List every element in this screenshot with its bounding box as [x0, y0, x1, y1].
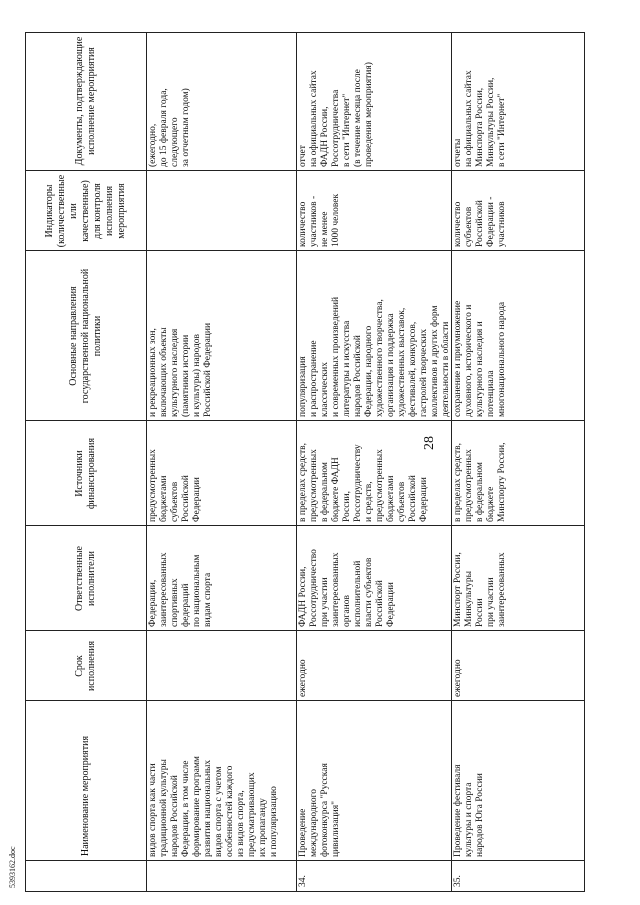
- row-number: [146, 861, 296, 891]
- row-documents: отчет на официальных сайтах ФАДН России, Россотрудничества в сети "Интернет" (в течение месяца после проведения мероприятия): [298, 62, 374, 167]
- header-executors: Ответственные исполнители: [74, 546, 97, 611]
- row-term: ежегодно: [298, 659, 308, 697]
- row-name: Проведение международного фотоконкурса "Русская цивилизация": [298, 763, 341, 857]
- header-term: Срок исполнения: [74, 640, 97, 692]
- row-documents: (ежегодно, до 15 февраля года, следующего за отчетным годом): [148, 88, 191, 167]
- row-name: Проведение фестиваля культуры и спорта народов Юга России: [453, 764, 485, 857]
- row-indicators: количество субъектов Российской Федерации - участников: [453, 196, 507, 247]
- row-number: 35.: [453, 875, 463, 887]
- row-indicators: количество участников - не менее 1000 человек: [298, 193, 341, 247]
- header-documents: Документы, подтверждающие исполнение мероприятия: [74, 36, 97, 166]
- row-indicators: [146, 171, 296, 251]
- row-term: ежегодно: [453, 659, 463, 697]
- events-table: [25, 32, 585, 892]
- row-directions: сохранение и приумножение духовного, исторического и культурного наследия и потенциала многонационального народа: [453, 300, 507, 417]
- page-number: 28: [422, 436, 437, 450]
- row-executors: ФАДН России, Россотрудничество при участии заинтересованных органов исполнительной власти субъектов Российской Федерации: [298, 549, 396, 627]
- header-indicators: Индикаторы (количественные или качественные) для контроля исполнения мероприятия: [44, 174, 127, 248]
- header-name: Наименование мероприятия: [80, 735, 91, 857]
- row-executors: Минспорт России, Минкультуры России при участии заинтересованных: [453, 552, 507, 627]
- rotated-page: [25, 32, 615, 892]
- footer-file-code: 5393162.doc: [8, 846, 17, 888]
- header-sources: Источники финансирования: [74, 437, 97, 510]
- row-term: [146, 631, 296, 701]
- row-sources: в пределах средств, предусмотренных в федеральном бюджете ФАДН России, Россотрудничеству и средств, предусмотренных бюджетами субъектов Российской Федерации: [298, 442, 429, 522]
- row-sources: предусмотренных бюджетами субъектов Российской Федерации: [148, 449, 202, 522]
- row-directions: популяризация и распространение классических и современных произведений литературы и искусства народов Российской Федерации, народного художественного творчества, организация и поддержка художественных выставок, фестивалей, конкурсов, гастролей творческих коллективов и других форм деятельности в области: [298, 296, 451, 417]
- row-sources: в пределах средств, предусмотренных в федеральном бюджете Минспорту России,: [453, 442, 507, 522]
- row-number: 34.: [298, 875, 308, 887]
- row-name: видов спорта как части традиционной культуры народов Российской Федерации, в том числе формирование программ развития национальных видов спорта с учетом особенностей каждого из видов спорта, предусматривающих их пропаганду и популяризацию: [148, 756, 279, 857]
- row-documents: отчеты на официальных сайтах Минспорта России, Минкультуры России, в сети "Интернет": [453, 70, 507, 167]
- header-directions: Основные направления государственной национальной политики: [68, 268, 103, 404]
- row-executors: Федерации, заинтересованных спортивных федераций по национальным видам спорта: [148, 552, 213, 627]
- row-directions: и рекреационных зон, включающих объекты культурного наследия (памятники истории и культуры) народов Российской Федерации: [148, 322, 213, 417]
